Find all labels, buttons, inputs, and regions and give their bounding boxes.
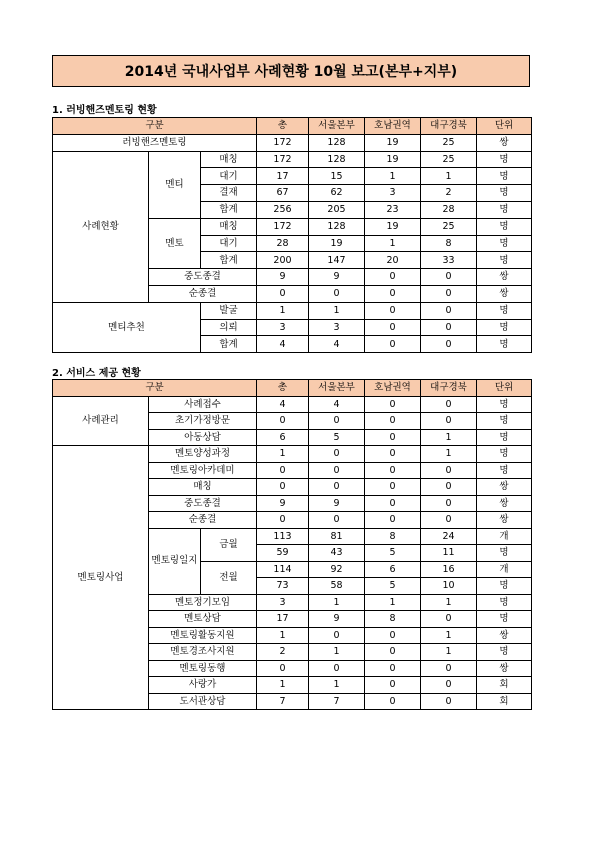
cell-seoul: 128 (309, 151, 365, 168)
cell-unit: 명 (477, 302, 532, 319)
cell-daegu: 25 (421, 134, 477, 151)
cell-unit: 쌍 (477, 660, 532, 677)
item-label: 사례접수 (149, 396, 257, 413)
cell-daegu: 1 (421, 594, 477, 611)
cell-honam: 0 (365, 269, 421, 286)
cell-honam: 0 (365, 302, 421, 319)
cell-honam: 1 (365, 594, 421, 611)
cell-total: 172 (257, 218, 309, 235)
cell-daegu: 0 (421, 512, 477, 529)
cell-seoul: 147 (309, 252, 365, 269)
cell-honam: 0 (365, 660, 421, 677)
item-label: 멘토링활동지원 (149, 627, 257, 644)
item-label: 아동상담 (149, 429, 257, 446)
cell-daegu: 25 (421, 218, 477, 235)
cell-unit: 쌍 (477, 134, 532, 151)
group-label: 사례관리 (53, 396, 149, 446)
item-label: 멘토정기모임 (149, 594, 257, 611)
cell-honam: 0 (365, 677, 421, 694)
table-row (53, 151, 532, 168)
cell-seoul: 81 (309, 528, 365, 545)
cell-unit: 명 (477, 644, 532, 661)
cell-seoul: 58 (309, 578, 365, 595)
cell-total: 1 (257, 677, 309, 694)
cell-total: 59 (257, 545, 309, 562)
header-category: 구분 (53, 380, 257, 397)
item-label: 멘토양성과정 (149, 446, 257, 463)
header-total: 총 (257, 380, 309, 397)
header-row (53, 380, 532, 397)
cell-unit: 쌍 (477, 269, 532, 286)
cell-unit: 명 (477, 545, 532, 562)
cell-unit: 명 (477, 594, 532, 611)
cell-total: 17 (257, 168, 309, 185)
cell-unit: 명 (477, 462, 532, 479)
cell-unit: 명 (477, 319, 532, 336)
cell-honam: 0 (365, 512, 421, 529)
cell-daegu: 8 (421, 235, 477, 252)
cell-total: 0 (257, 285, 309, 302)
cell-total: 7 (257, 693, 309, 710)
cell-honam: 1 (365, 168, 421, 185)
item-label: 발굴 (201, 302, 257, 319)
period-label: 금월 (201, 528, 257, 561)
cell-daegu: 0 (421, 611, 477, 628)
header-honam: 호남권역 (365, 118, 421, 135)
cell-seoul: 43 (309, 545, 365, 562)
cell-seoul: 62 (309, 185, 365, 202)
item-label: 합계 (201, 336, 257, 353)
cell-total: 172 (257, 134, 309, 151)
cell-honam: 5 (365, 578, 421, 595)
sub-group-label: 멘토링일지 (149, 528, 201, 594)
cell-total: 0 (257, 462, 309, 479)
cell-honam: 19 (365, 134, 421, 151)
cell-total: 1 (257, 446, 309, 463)
cell-seoul: 0 (309, 512, 365, 529)
cell-unit: 명 (477, 446, 532, 463)
cell-daegu: 0 (421, 462, 477, 479)
item-label: 대기 (201, 168, 257, 185)
header-daegu: 대구경북 (421, 380, 477, 397)
cell-honam: 0 (365, 396, 421, 413)
table-row (53, 302, 532, 319)
cell-daegu: 11 (421, 545, 477, 562)
cell-unit: 개 (477, 561, 532, 578)
item-label: 멘토상담 (149, 611, 257, 628)
cell-unit: 명 (477, 611, 532, 628)
cell-seoul: 9 (309, 495, 365, 512)
cell-unit: 명 (477, 396, 532, 413)
cell-unit: 명 (477, 413, 532, 430)
item-label: 합계 (201, 201, 257, 218)
cell-daegu: 0 (421, 693, 477, 710)
cell-seoul: 0 (309, 285, 365, 302)
item-label: 매칭 (201, 151, 257, 168)
cell-total: 0 (257, 512, 309, 529)
item-label: 멘토경조사지원 (149, 644, 257, 661)
sub-group-label: 멘토 (149, 218, 201, 268)
cell-daegu: 0 (421, 495, 477, 512)
cell-honam: 0 (365, 644, 421, 661)
cell-unit: 명 (477, 168, 532, 185)
cell-seoul: 15 (309, 168, 365, 185)
cell-honam: 0 (365, 285, 421, 302)
cell-seoul: 0 (309, 462, 365, 479)
cell-honam: 0 (365, 462, 421, 479)
item-label: 결재 (201, 185, 257, 202)
cell-daegu: 1 (421, 627, 477, 644)
cell-unit: 명 (477, 218, 532, 235)
cell-unit: 명 (477, 151, 532, 168)
cell-seoul: 0 (309, 660, 365, 677)
cell-honam: 0 (365, 693, 421, 710)
item-label: 초기가정방문 (149, 413, 257, 430)
cell-daegu: 0 (421, 660, 477, 677)
item-label: 매칭 (149, 479, 257, 496)
cell-honam: 3 (365, 185, 421, 202)
header-daegu: 대구경북 (421, 118, 477, 135)
item-label: 멘토링아카데미 (149, 462, 257, 479)
cell-daegu: 0 (421, 336, 477, 353)
cell-total: 73 (257, 578, 309, 595)
table-row (53, 446, 532, 463)
cell-unit: 쌍 (477, 285, 532, 302)
cell-daegu: 16 (421, 561, 477, 578)
cell-honam: 1 (365, 235, 421, 252)
cell-total: 200 (257, 252, 309, 269)
cell-unit: 명 (477, 201, 532, 218)
cell-daegu: 0 (421, 269, 477, 286)
cell-seoul: 19 (309, 235, 365, 252)
item-label: 합계 (201, 252, 257, 269)
cell-unit: 쌍 (477, 479, 532, 496)
cell-total: 9 (257, 269, 309, 286)
cell-unit: 회 (477, 677, 532, 694)
cell-honam: 0 (365, 495, 421, 512)
service-table (52, 379, 532, 710)
cell-unit: 회 (477, 693, 532, 710)
item-label: 순종결 (149, 285, 257, 302)
cell-total: 1 (257, 302, 309, 319)
cell-seoul: 9 (309, 611, 365, 628)
item-label: 순종결 (149, 512, 257, 529)
cell-seoul: 4 (309, 336, 365, 353)
cell-honam: 20 (365, 252, 421, 269)
cell-seoul: 1 (309, 302, 365, 319)
cell-daegu: 33 (421, 252, 477, 269)
cell-total: 28 (257, 235, 309, 252)
cell-seoul: 1 (309, 644, 365, 661)
cell-total: 67 (257, 185, 309, 202)
table-row (53, 396, 532, 413)
cell-seoul: 7 (309, 693, 365, 710)
cell-unit: 명 (477, 578, 532, 595)
cell-honam: 0 (365, 479, 421, 496)
group-label: 사례현황 (53, 151, 149, 302)
cell-honam: 5 (365, 545, 421, 562)
cell-total: 3 (257, 319, 309, 336)
cell-total: 6 (257, 429, 309, 446)
cell-total: 113 (257, 528, 309, 545)
item-label: 중도종결 (149, 495, 257, 512)
cell-daegu: 0 (421, 677, 477, 694)
header-seoul: 서울본부 (309, 380, 365, 397)
cell-total: 9 (257, 495, 309, 512)
cell-honam: 19 (365, 218, 421, 235)
cell-honam: 8 (365, 611, 421, 628)
cell-daegu: 0 (421, 413, 477, 430)
cell-honam: 0 (365, 413, 421, 430)
header-seoul: 서울본부 (309, 118, 365, 135)
item-label: 의뢰 (201, 319, 257, 336)
item-label: 대기 (201, 235, 257, 252)
cell-total: 17 (257, 611, 309, 628)
period-label: 전월 (201, 561, 257, 594)
cell-honam: 8 (365, 528, 421, 545)
cell-daegu: 24 (421, 528, 477, 545)
cell-total: 2 (257, 644, 309, 661)
cell-daegu: 1 (421, 168, 477, 185)
header-category: 구분 (53, 118, 257, 135)
row-label: 러빙핸즈멘토링 (53, 134, 257, 151)
cell-daegu: 0 (421, 319, 477, 336)
report-title: 2014년 국내사업부 사례현황 10월 보고(본부+지부) (52, 55, 530, 87)
cell-seoul: 1 (309, 677, 365, 694)
cell-total: 1 (257, 627, 309, 644)
cell-seoul: 128 (309, 218, 365, 235)
cell-honam: 0 (365, 429, 421, 446)
cell-daegu: 28 (421, 201, 477, 218)
cell-total: 114 (257, 561, 309, 578)
cell-seoul: 5 (309, 429, 365, 446)
cell-unit: 명 (477, 252, 532, 269)
item-label: 사랑가 (149, 677, 257, 694)
cell-honam: 19 (365, 151, 421, 168)
cell-unit: 쌍 (477, 512, 532, 529)
cell-honam: 0 (365, 336, 421, 353)
cell-unit: 쌍 (477, 495, 532, 512)
cell-daegu: 1 (421, 429, 477, 446)
cell-seoul: 128 (309, 134, 365, 151)
group-label: 멘토링사업 (53, 446, 149, 710)
cell-seoul: 92 (309, 561, 365, 578)
cell-daegu: 1 (421, 446, 477, 463)
cell-unit: 개 (477, 528, 532, 545)
cell-daegu: 0 (421, 285, 477, 302)
section-2-heading: 2. 서비스 제공 현황 (52, 368, 141, 379)
header-honam: 호남권역 (365, 380, 421, 397)
cell-unit: 명 (477, 185, 532, 202)
cell-seoul: 0 (309, 413, 365, 430)
header-total: 총 (257, 118, 309, 135)
cell-total: 256 (257, 201, 309, 218)
item-label: 도서관상담 (149, 693, 257, 710)
cell-daegu: 2 (421, 185, 477, 202)
cell-unit: 명 (477, 429, 532, 446)
cell-total: 0 (257, 660, 309, 677)
cell-total: 0 (257, 413, 309, 430)
cell-daegu: 0 (421, 396, 477, 413)
cell-honam: 6 (365, 561, 421, 578)
section-1-heading: 1. 러빙핸즈멘토링 현황 (52, 105, 157, 116)
cell-seoul: 205 (309, 201, 365, 218)
item-label: 매칭 (201, 218, 257, 235)
header-row (53, 118, 532, 135)
item-label: 멘토링동행 (149, 660, 257, 677)
header-unit: 단위 (477, 380, 532, 397)
cell-seoul: 0 (309, 627, 365, 644)
cell-daegu: 0 (421, 479, 477, 496)
loving-hands-table (52, 117, 532, 353)
cell-honam: 0 (365, 446, 421, 463)
cell-total: 172 (257, 151, 309, 168)
header-unit: 단위 (477, 118, 532, 135)
cell-seoul: 1 (309, 594, 365, 611)
cell-seoul: 0 (309, 446, 365, 463)
cell-seoul: 3 (309, 319, 365, 336)
cell-honam: 23 (365, 201, 421, 218)
cell-total: 4 (257, 336, 309, 353)
sub-group-label: 멘티 (149, 151, 201, 218)
cell-daegu: 10 (421, 578, 477, 595)
group-label: 멘티추천 (53, 302, 201, 352)
cell-seoul: 9 (309, 269, 365, 286)
cell-unit: 쌍 (477, 627, 532, 644)
cell-honam: 0 (365, 319, 421, 336)
cell-unit: 명 (477, 336, 532, 353)
table-row (53, 134, 532, 151)
cell-daegu: 25 (421, 151, 477, 168)
cell-honam: 0 (365, 627, 421, 644)
cell-unit: 명 (477, 235, 532, 252)
cell-total: 0 (257, 479, 309, 496)
item-label: 중도종결 (149, 269, 257, 286)
cell-seoul: 4 (309, 396, 365, 413)
cell-seoul: 0 (309, 479, 365, 496)
cell-total: 4 (257, 396, 309, 413)
cell-total: 3 (257, 594, 309, 611)
cell-daegu: 1 (421, 644, 477, 661)
cell-daegu: 0 (421, 302, 477, 319)
